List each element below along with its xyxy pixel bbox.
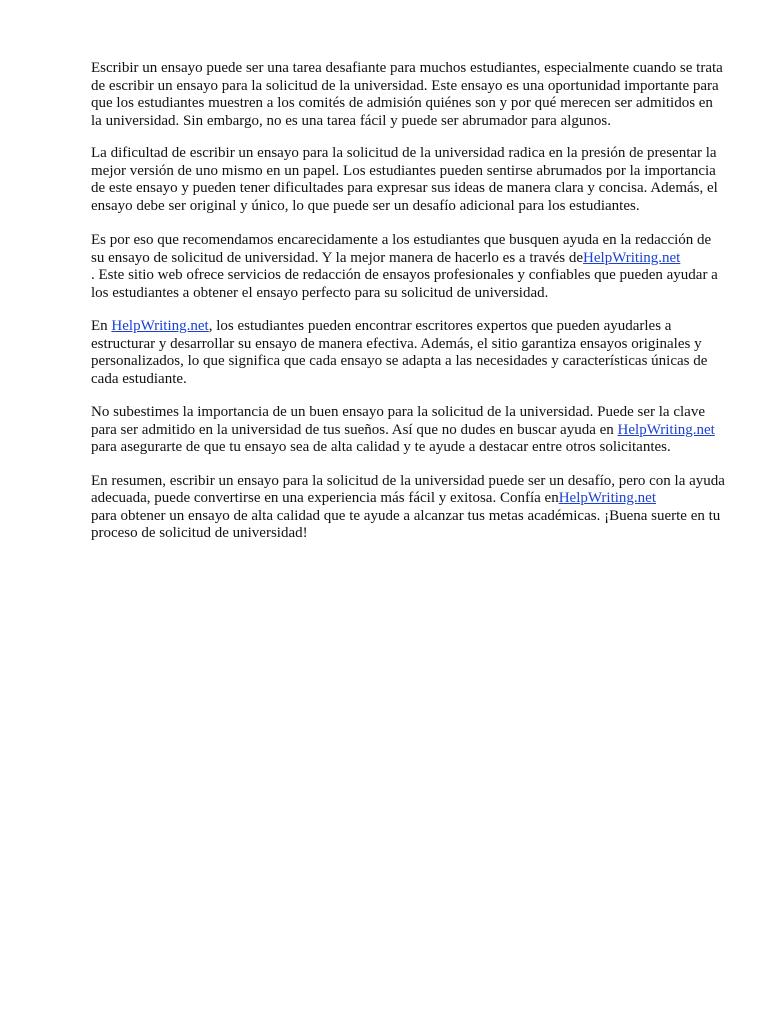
paragraph-text: , los estudiantes pueden encontrar escritores expertos que pueden ayudarles a estructurar y desarrollar su ensayo de manera efectiva. Además, el sitio garantiza ensayos originales y personalizados, lo que significa que cada ensayo se adapta a las necesidades y características únicas de cada estudiante.: [91, 318, 708, 387]
helpwriting-link[interactable]: HelpWriting.net: [617, 421, 715, 438]
paragraph-text: No subestimes la importancia de un buen ensayo para la solicitud de la universidad. Puede ser la clave para ser admitido en la universidad de tus sueños. Así que no dudes en buscar ayuda en: [91, 404, 705, 438]
paragraph-text: . Este sitio web ofrece servicios de redacción de ensayos profesionales y confiables que pueden ayudar a los estudiantes a obtener el ensayo perfecto para su solicitud de universidad.: [91, 267, 718, 301]
paragraph-text: para asegurarte de que tu ensayo sea de alta calidad y te ayude a destacar entre otros solicitantes.: [91, 439, 671, 455]
helpwriting-link[interactable]: HelpWriting.net: [111, 318, 209, 334]
paragraph-recommendation: [91, 232, 727, 302]
helpwriting-link[interactable]: HelpWriting.net: [558, 490, 656, 506]
paragraph-text: En: [91, 318, 112, 334]
paragraph-difficulty: [91, 145, 727, 215]
paragraph-summary: [91, 473, 727, 543]
paragraph-importance: [91, 404, 727, 457]
paragraph-text: Escribir un ensayo puede ser una tarea desafiante para muchos estudiantes, especialmente cuando se trata de escribir un ensayo para la solicitud de la universidad. Este ensayo es una oportunidad importante para que los estudiantes muestren a los comités de admisión quiénes son y por qué merecen ser admitidos en la universidad. Sin embargo, no es una tarea fácil y puede ser abrumador para algunos.: [91, 60, 723, 129]
paragraph-text: para obtener un ensayo de alta calidad que te ayude a alcanzar tus metas académicas. ¡Buena suerte en tu proceso de solicitud de universidad!: [91, 507, 721, 541]
paragraph-text: Es por eso que recomendamos encarecidamente a los estudiantes que busquen ayuda en la redacción de su ensayo de solicitud de universidad. Y la mejor manera de hacerlo es a través de: [91, 232, 712, 266]
document-body: [91, 60, 727, 558]
paragraph-text: La dificultad de escribir un ensayo para la solicitud de la universidad radica en la presión de presentar la mejor versión de uno mismo en un papel. Los estudiantes pueden sentirse abrumados por la importancia de este ensayo y pueden tener dificultades para expresar sus ideas de manera clara y concisa. Además, el ensayo debe ser original y único, lo que puede ser un desafío adicional para los estudiantes.: [91, 145, 718, 214]
paragraph-text: En resumen, escribir un ensayo para la solicitud de la universidad puede ser un desafío, pero con la ayuda adecuada, puede convertirse en una experiencia más fácil y exitosa. Confía en: [91, 472, 725, 506]
helpwriting-link[interactable]: HelpWriting.net: [583, 249, 681, 266]
paragraph-experts: [91, 318, 727, 388]
paragraph-intro: [91, 60, 727, 130]
